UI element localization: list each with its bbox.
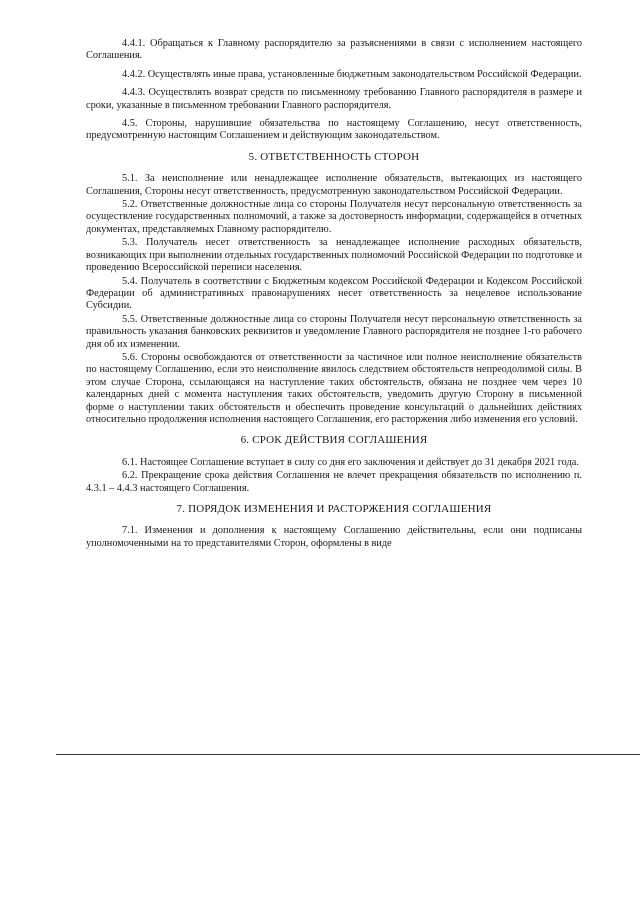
clause-7-1: 7.1. Изменения и дополнения к настоящему Соглашению действительны, если они подписаны уполномоченными на то представителями Сторон, оформлены в виде [86,525,582,549]
clause-4-4-3: 4.4.3. Осуществлять возврат средств по письменному требованию Главного распорядителя в размере и сроки, указанные в письменном требовании Главного распорядителя. [86,87,582,111]
section-7-heading: 7. ПОРЯДОК ИЗМЕНЕНИЯ И РАСТОРЖЕНИЯ СОГЛАШЕНИЯ [176,503,492,515]
clause-5-2: 5.2. Ответственные должностные лица со стороны Получателя несут персональную ответственность за осуществление государственных полномочий, а также за достоверность информации, содержащейся в отчетных документах, представляемых Главному распорядителю. [86,199,582,235]
clause-4-5: 4.5. Стороны, нарушившие обязательства по настоящему Соглашению, несут ответственность, предусмотренную настоящим Соглашением и действующим законодательством. [86,118,582,142]
clause-4-4-1: 4.4.1. Обращаться к Главному распорядителю за разъяснениями в связи с исполнением настоящего Соглашения. [86,38,582,62]
clause-5-4: 5.4. Получатель в соответствии с Бюджетным кодексом Российской Федерации и Кодексом Российской Федерации об административных правонарушениях несет ответственность за нецелевое использование Субсидии. [86,275,582,312]
clause-5-3: 5.3. Получатель несет ответственность за ненадлежащее исполнение расходных обязательств, возникающих при выполнении отдельных государственных полномочий Российской Федерации по подготовке и проведению Всероссийской переписи населения. [86,237,582,274]
clause-5-1: 5.1. За неисполнение или ненадлежащее исполнение обязательств, вытекающих из настоящего Соглашения, Стороны несут ответственность, предусмотренную законодательством Российской Федерации. [86,173,582,197]
clause-6-1: 6.1. Настоящее Соглашение вступает в силу со дня его заключения и действует до 31 декабря 2021 года. [122,456,579,468]
section-5-heading: 5. ОТВЕТСТВЕННОСТЬ СТОРОН [248,150,420,163]
page-bottom-rule [56,754,640,755]
clause-5-6: 5.6. Стороны освобождаются от ответственности за частичное или полное неисполнение обязательств по настоящему Соглашению, если это неисполнение явилось следствием обстоятельств непреодолимой силы. В этом случае Сторона, ссылающаяся на наступление таких обстоятельств, обязана не позднее чем через 10 календарных дней с момента наступления таких обстоятельств, уведомить другую Сторону в письменной форме о наступлении таких обстоятельств и обеспечить проведение консультаций о дальнейших действиях относительно продолжения исполнения настоящего Соглашения, его расторжения либо изменения его условий. [86,351,582,425]
clause-4-4-2: 4.4.2. Осуществлять иные права, установленные бюджетным законодательством Российской Федерации. [122,68,582,80]
clause-6-2: 6.2. Прекращение срока действия Соглашения не влечет прекращения обязательств по исполнению п. 4.3.1 – 4.4.3 настоящего Соглашения. [86,470,582,494]
document-page [86,38,582,556]
section-6-heading: 6. СРОК ДЕЙСТВИЯ СОГЛАШЕНИЯ [240,434,428,447]
clause-5-5: 5.5. Ответственные должностные лица со стороны Получателя несут персональную ответственность за правильность указания банковских реквизитов и уведомление Главного распорядителя не позднее 1-го рабочего дня об их изменении. [86,313,582,350]
